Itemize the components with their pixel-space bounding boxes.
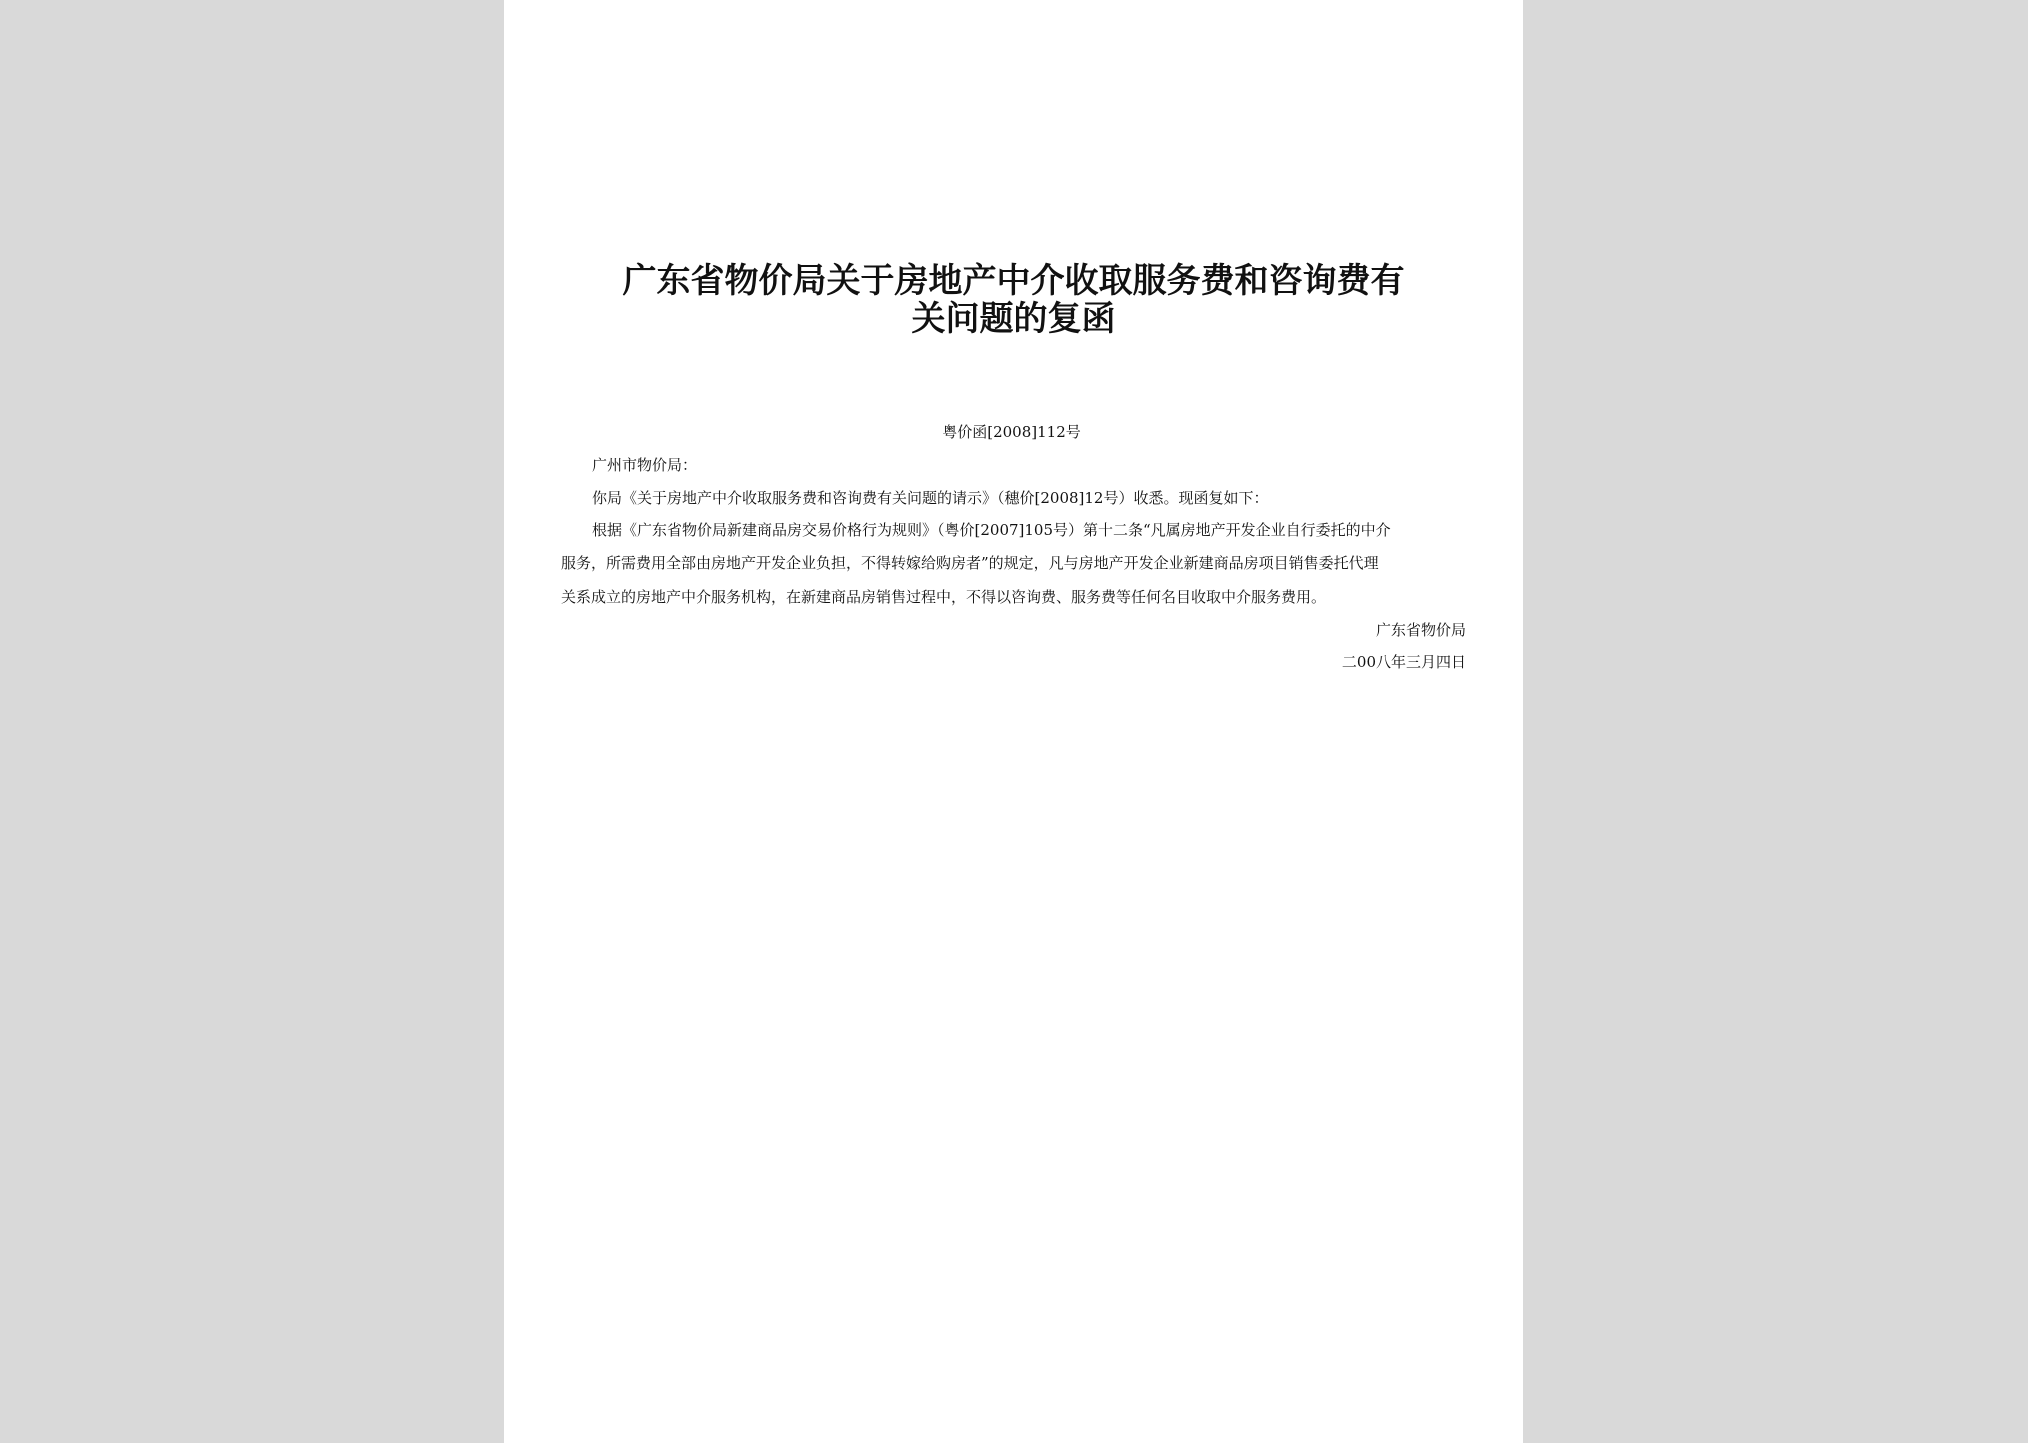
paragraph-2-line-2: 服务，所需费用全部由房地产开发企业负担，不得转嫁给购房者”的规定，凡与房地产开发企业新建商品房项目销售委托代理	[561, 554, 1379, 572]
paragraph-1: 你局《关于房地产中介收取服务费和咨询费有关问题的请示》（穗价[2008]12号）收悉。现函复如下：	[592, 489, 1269, 507]
signature-date: 二00八年三月四日	[1341, 653, 1466, 671]
document-number: 粤价函[2008]112号	[942, 423, 1081, 441]
title-line-2: 关问题的复函	[911, 299, 1116, 339]
document-title	[504, 262, 1523, 338]
paragraph-2-line-1: 根据《广东省物价局新建商品房交易价格行为规则》（粤价[2007]105号）第十二条“凡属房地产开发企业自行委托的中介	[592, 521, 1391, 539]
paragraph-2-line-3: 关系成立的房地产中介服务机构，在新建商品房销售过程中，不得以咨询费、服务费等任何名目收取中介服务费用。	[561, 588, 1327, 606]
document-page	[504, 0, 1523, 1443]
title-line-1: 广东省物价局关于房地产中介收取服务费和咨询费有	[622, 261, 1405, 301]
signature: 广东省物价局	[1375, 621, 1466, 639]
salutation: 广州市物价局：	[592, 456, 698, 474]
